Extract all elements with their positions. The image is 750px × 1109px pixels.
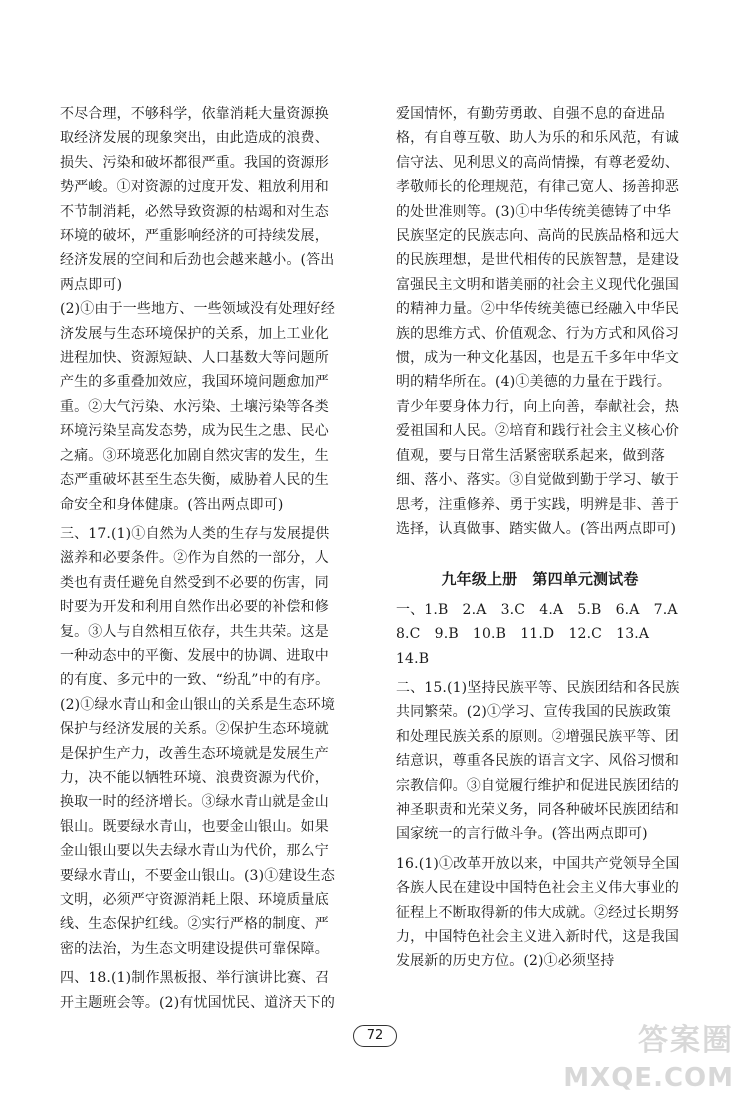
answer-paragraph: 二、15.(1)坚持民族平等、民族团结和各民族共同繁荣。(2)①学习、宣传我国的民族政策和处理民族关系的原则。②增强民族平等、团结意识，尊重各民族的语言文字、风俗习惯和宗教信仰。③自觉履行维护和促进民族团结的神圣职责和光荣义务，同各种破坏民族团结和国家统一的言行做斗争。(答出两点即可) (396, 679, 680, 843)
watermark-cn: 答案圈 (638, 1023, 734, 1058)
answer-paragraph: (2)①由于一些地方、一些领域没有处理好经济发展与生态环境保护的关系，加上工业化进程加快、资源短缺、人口基数大等问题所产生的多重叠加效应，我国环境问题愈加严重。②大气污染、水污染、土壤污染等各类环境污染呈高发态势，成为民生之患、民心之痛。③环境恶化加剧自然灾害的发生，生态严重破坏甚至生态失衡，威胁着人民的生命安全和身体健康。(答出两点即可) (60, 301, 335, 513)
left-column (60, 102, 336, 1015)
right-column (396, 102, 692, 974)
watermark-logo (563, 1013, 738, 1097)
section-title: 九年级上册 第四单元测试卷 (441, 570, 639, 589)
page-number-label: 72 (353, 1025, 397, 1047)
watermark-en: MXQE.COM (563, 1063, 734, 1093)
answer-paragraph: 不尽合理，不够科学，依靠消耗大量资源换取经济发展的现象突出，由此造成的浪费、损失、污染和破坏都很严重。我国的资源形势严峻。①对资源的过度开发、粗放利用和不节制消耗，必然导致资源的枯竭和对生态环境的破坏，严重影响经济的可持续发展，经济发展的空间和后劲也会越来越小。(答出两点即可) (60, 106, 335, 293)
multiple-choice-answers: 一、1.B 2.A 3.C 4.A 5.B 6.A 7.A 8.C 9.B 10.B 11.D 12.C 13.A 14.B (396, 601, 692, 667)
answer-paragraph: 四、18.(1)制作黑板报、举行演讲比赛、召开主题班会等。(2)有忧国忧民、道济天下的 (60, 970, 335, 1011)
answer-paragraph: 16.(1)①改革开放以来，中国共产党领导全国各族人民在建设中国特色社会主义伟大事业的征程上不断取得新的伟大成就。②经过长期努力，中国特色社会主义进入新时代，这是我国发展新的历史方位。(2)①必须坚持 (396, 855, 680, 970)
answer-paragraph: 三、17.(1)①自然为人类的生存与发展提供滋养和必要条件。②作为自然的一部分，人类也有责任避免自然受到不必要的伤害，同时要为开发和利用自然作出必要的补偿和修复。③人与自然相互依存，共生共荣。这是一种动态中的平衡、发展中的协调、进取中的有度、多元中的一致、“纷乱”中的有序。(2)①绿水青山和金山银山的关系是生态环境保护与经济发展的关系。②保护生态环境就是保护生产力，改善生态环境就是发展生产力，决不能以牺牲环境、浪费资源为代价，换取一时的经济增长。③绿水青山就是金山银山。既要绿水青山，也要金山银山。如果金山银山要以失去绿水青山为代价，那么宁要绿水青山，不要金山银山。(3)①建设生态文明，必须严守资源消耗上限、环境质量底线、生态保护红线。②实行严格的制度、严密的法治，为生态文明建设提供可靠保障。 (60, 525, 335, 957)
answer-paragraph: 爱国情怀，有勤劳勇敢、自强不息的奋进品格，有自尊互敬、助人为乐的和乐风范，有诚信守法、见利思义的高尚情操，有尊老爱幼、孝敬师长的伦理规范，有律己宽人、扬善抑恶的处世准则等。(3)①中华传统美德铸了中华民族坚定的民族志向、高尚的民族品格和远大的民族理想，是世代相传的民族智慧，是建设富强民主文明和谐美丽的社会主义现代化强国的精神力量。②中华传统美德已经融入中华民族的思维方式、价值观念、行为方式和风俗习惯，成为一种文化基因，也是五千多年中华文明的精华所在。(4)①美德的力量在于践行。青少年要身体力行，向上向善，奉献社会，热爱祖国和人民。②培育和践行社会主义核心价值观，要与日常生活紧密联系起来，做到落细、落小、落实。③自觉做到勤于学习、敏于思考，注重修养、勇于实践，明辨是非、善于选择，认真做事、踏实做人。(答出两点即可) (396, 106, 679, 537)
